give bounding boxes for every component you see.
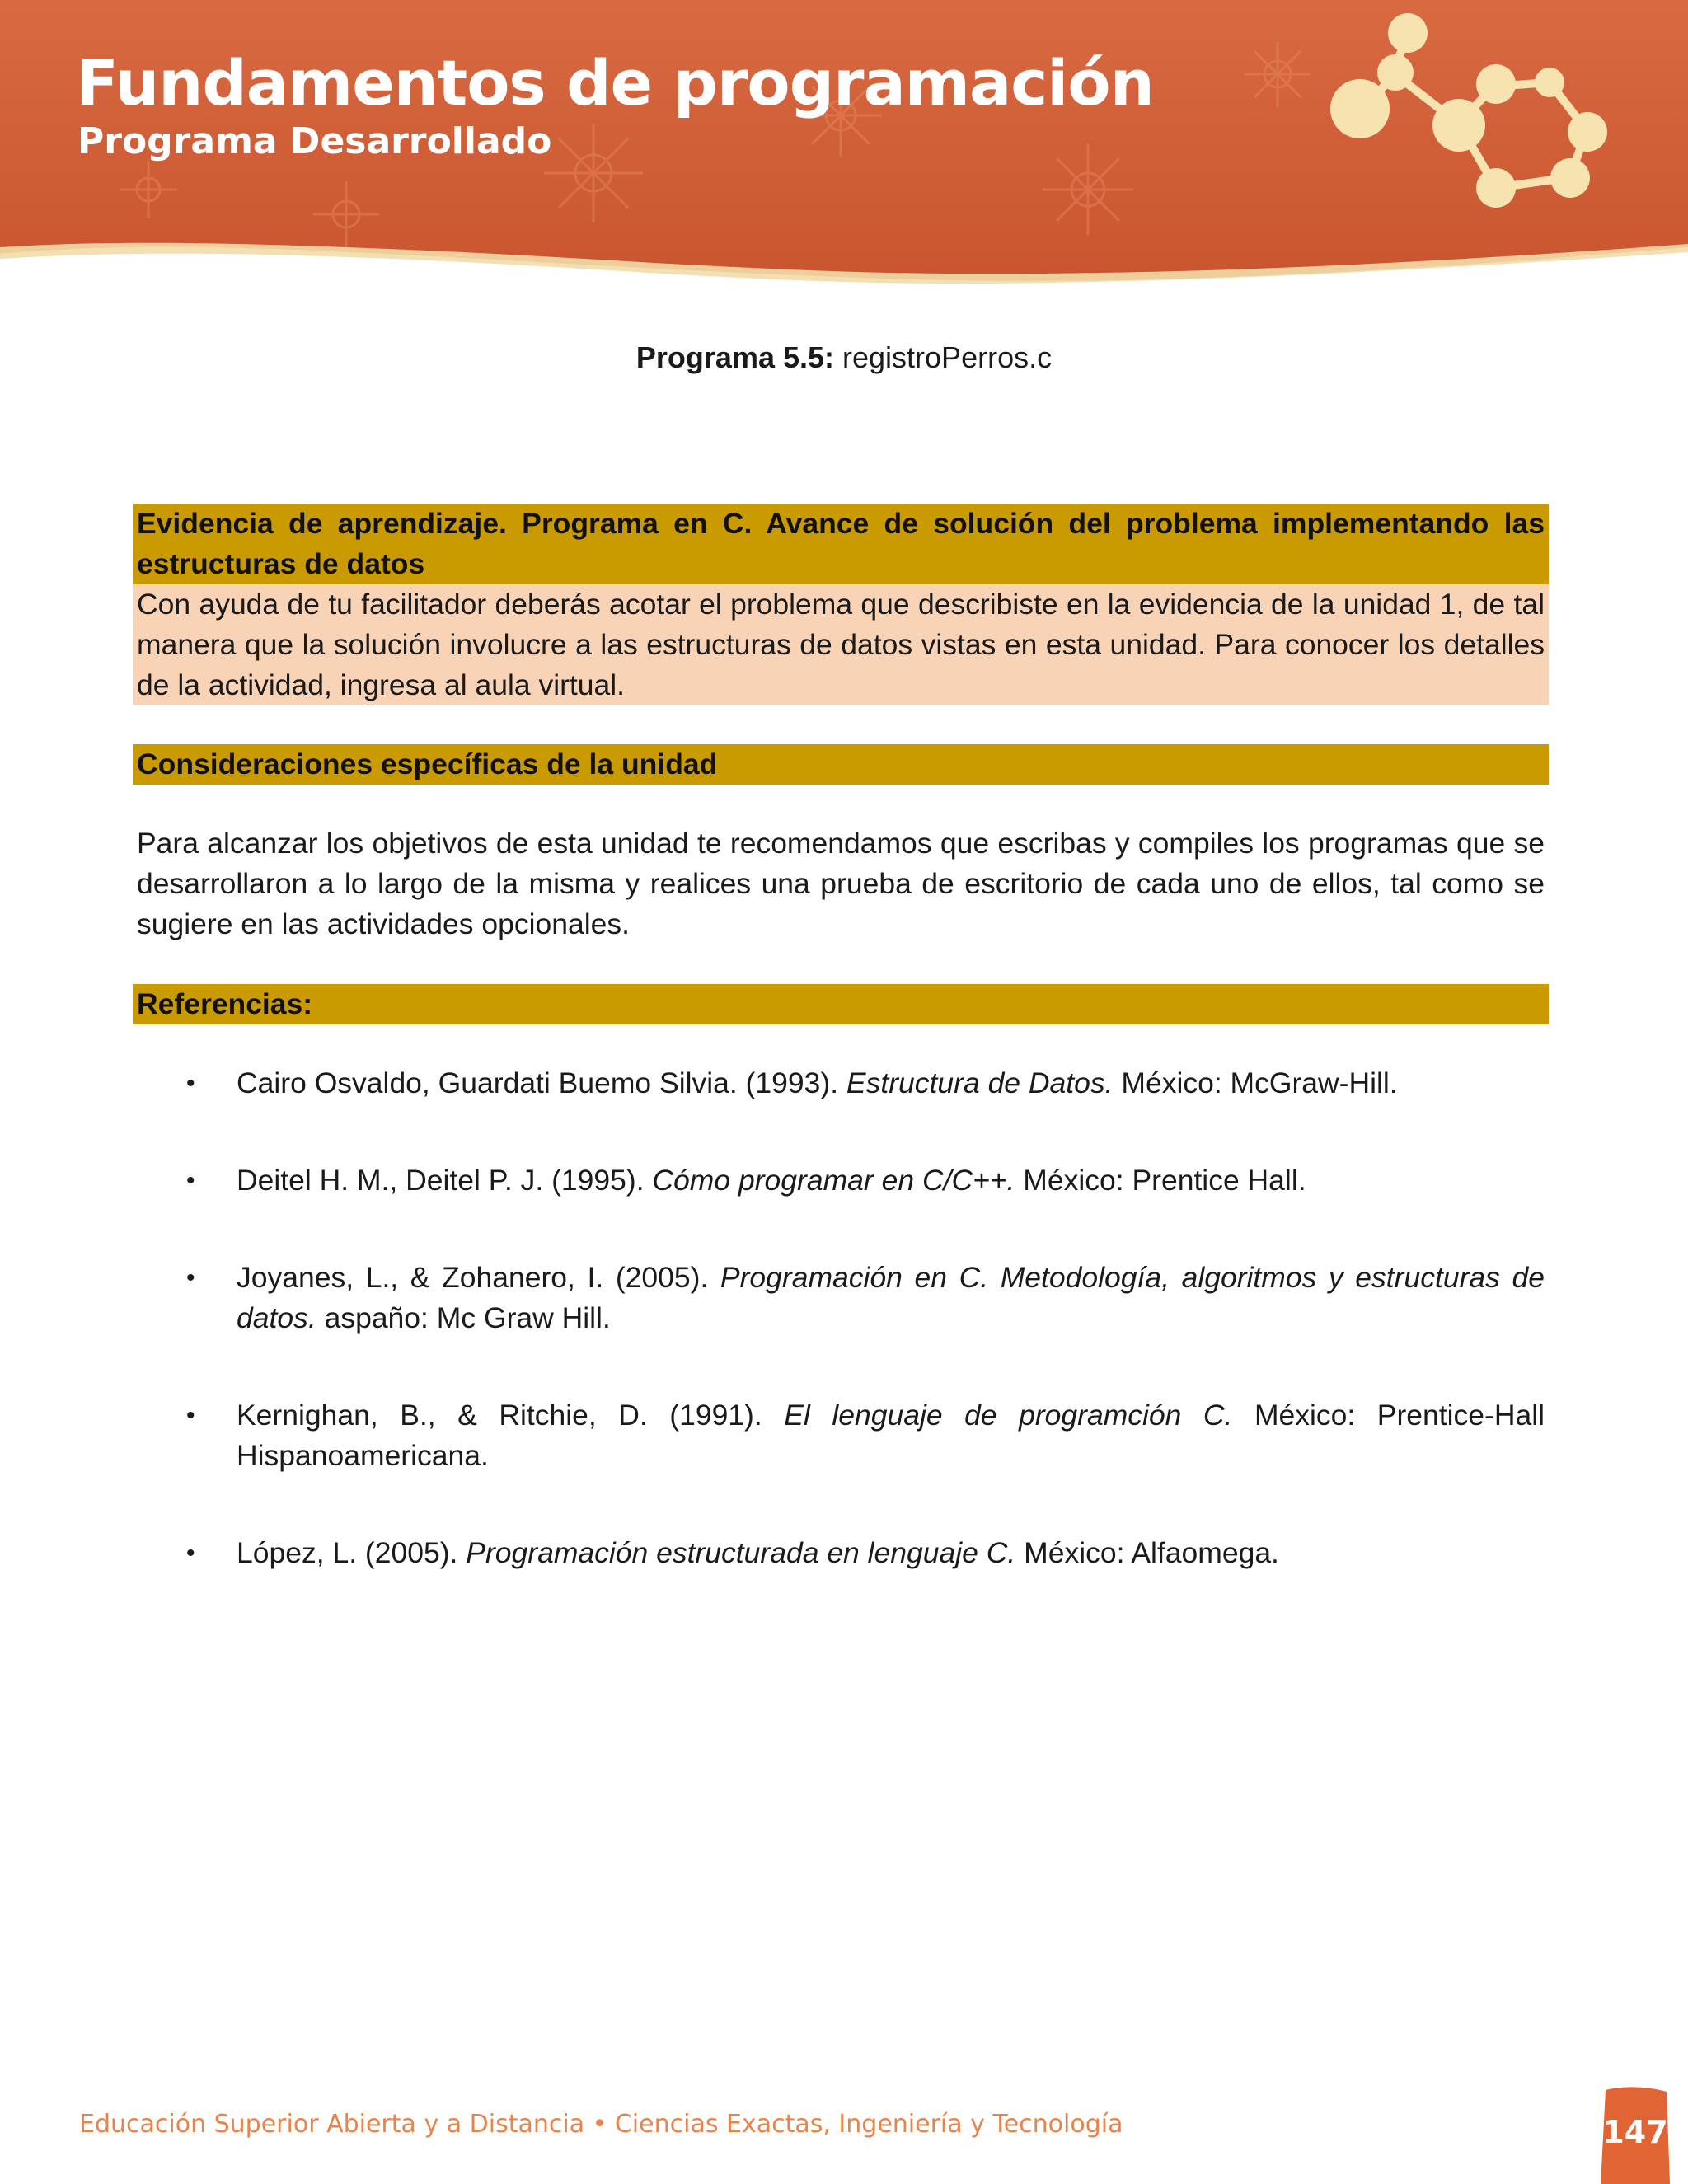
reference-item (137, 1160, 1545, 1201)
references-list (137, 1063, 1545, 1630)
reference-authors: Deitel H. M., Deitel P. J. (1995). (237, 1164, 653, 1197)
reference-publisher: México: Prentice Hall. (1015, 1164, 1306, 1197)
bullet-icon: • (186, 1167, 195, 1194)
reference-item (137, 1258, 1545, 1338)
document-title: Fundamentos de programación (76, 46, 1154, 120)
references-box (133, 984, 1549, 1024)
evidence-box (133, 504, 1549, 705)
reference-publisher: México: Prentice-Hall Hispanoamericana. (237, 1399, 1545, 1472)
header-banner (0, 0, 1688, 297)
program-caption-filename: registroPerros.c (834, 340, 1053, 374)
reference-item (137, 1533, 1545, 1573)
page-number: 147 (1602, 2114, 1668, 2150)
reference-publisher: México: McGraw-Hill. (1113, 1066, 1398, 1099)
footer-text: Educación Superior Abierta y a Distancia • Ciencias Exactas, Ingeniería y Tecnología (79, 2110, 1123, 2139)
program-caption (0, 340, 1688, 375)
considerations-heading: Consideraciones específicas de la unidad (133, 744, 1549, 785)
considerations-paragraph: Para alcanzar los objetivos de esta unidad te recomendamos que escribas y compiles los programas que se desarrollaron a lo largo de la misma y realices una prueba de escritorio de cada uno de ellos, tal como se sugiere en las actividades opcionales. (137, 827, 1545, 940)
document-subtitle: Programa Desarrollado (77, 120, 552, 162)
reference-authors: Kernighan, B., & Ritchie, D. (1991). (237, 1399, 785, 1432)
bullet-icon: • (186, 1070, 195, 1097)
references-heading: Referencias: (133, 984, 1549, 1024)
reference-publisher: aspaño: Mc Graw Hill. (316, 1301, 611, 1334)
reference-title: Programación en C. Metodología, algoritmos y estructuras de datos. (237, 1261, 1545, 1334)
reference-item (137, 1063, 1545, 1104)
considerations-box (133, 744, 1549, 785)
reference-title: Programación estructurada en lenguaje C. (466, 1536, 1016, 1569)
reference-authors: López, L. (2005). (237, 1536, 467, 1569)
bullet-icon: • (186, 1402, 195, 1429)
reference-title: Cómo programar en C/C++. (652, 1164, 1015, 1197)
program-caption-label: Programa 5.5: (635, 340, 835, 374)
bullet-icon: • (186, 1540, 195, 1567)
reference-item (137, 1395, 1545, 1476)
reference-publisher: México: Alfaomega. (1015, 1536, 1279, 1569)
reference-title: Estructura de Datos. (846, 1066, 1114, 1099)
evidence-heading: Evidencia de aprendizaje. Programa en C. Avance de solución del problema implementando las estructuras de datos (133, 504, 1549, 584)
bullet-icon: • (186, 1264, 195, 1291)
evidence-body: Con ayuda de tu facilitador deberás acotar el problema que describiste en la evidencia de la unidad 1, de tal manera que la solución involucre a las estructuras de datos vistas en esta unidad. Para conocer los detalles de la actividad, ingresa al aula virtual. (133, 584, 1549, 705)
reference-authors: Cairo Osvaldo, Guardati Buemo Silvia. (1993). (237, 1066, 846, 1099)
reference-title: El lenguaje de programción C. (784, 1399, 1233, 1432)
reference-authors: Joyanes, L., & Zohanero, I. (2005). (237, 1261, 720, 1294)
